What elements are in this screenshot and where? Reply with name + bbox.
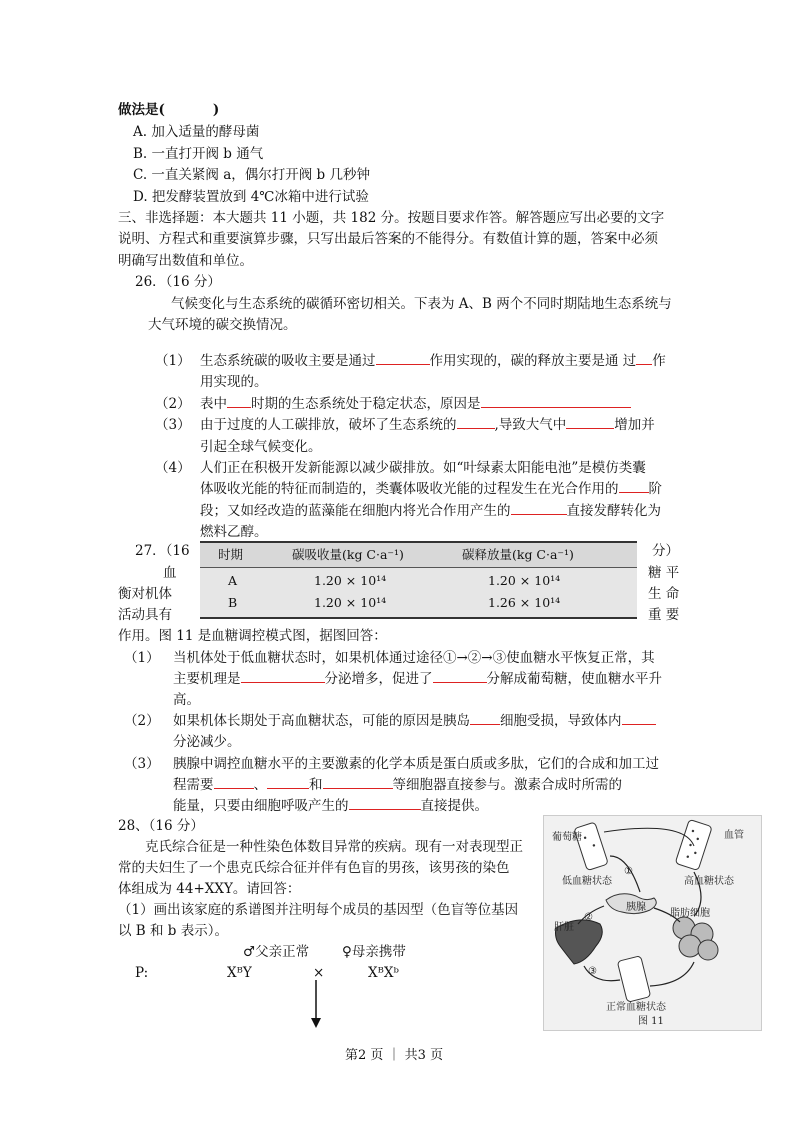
section3-line2: 说明、方程式和重要演算步骤，只写出最后答案的不能得分。有数值计算的题，答案中必须 (118, 231, 658, 247)
page-footer: 第2 页 ｜ 共3 页 (345, 1048, 444, 1063)
answer-blank[interactable] (241, 668, 325, 683)
q26-s3-line1: 由于过度的人工碳排放，破坏了生态系统的 ,导致大气中 增加并 (200, 414, 655, 436)
q26-s4-line2: 体吸收光能的特征而制造的，类囊体吸收光能的过程发生在光合作用的 阶 (200, 478, 662, 500)
q27-num-3: （3） (124, 756, 160, 772)
q26-s2-line: 表中 时期的生态系统处于稳定状态，原因是 (200, 393, 631, 415)
answer-blank[interactable] (323, 774, 393, 789)
q27-header-left: 27．（16 (135, 543, 190, 559)
q28-line2: 常的夫妇生了一个患克氏综合征并伴有色盲的男孩，该男孩的染色 (118, 860, 510, 876)
table-cell: 1.20 × 10¹⁴ (314, 595, 387, 610)
q27-num-2: （2） (124, 713, 160, 729)
q25-stem: 做法是( ) (118, 102, 220, 118)
table-cell: 1.20 × 10¹⁴ (314, 573, 387, 588)
q26-intro-1: 气候变化与生态系统的碳循环密切相关。下表为 A、B 两个不同时期陆地生态系统与 (171, 296, 672, 312)
fig-label-blood-vessel: 血管 (724, 830, 744, 841)
mother-label: ♀母亲携带 (342, 944, 406, 960)
answer-blank[interactable] (214, 774, 254, 789)
figure-11-blood-glucose-diagram (543, 815, 762, 1031)
fig-label-liver: 肝脏 (554, 922, 574, 933)
table-cell: A (228, 573, 238, 588)
q27-s2-line1: 如果机体长期处于高血糖状态，可能的原因是胰岛 细胞受损，导致体内 (173, 710, 656, 732)
q27-s1-line2: 主要机理是 分泌增多，促进了 分解成葡萄糖，使血糖水平升 (173, 668, 662, 690)
section3-line1: 三、非选择题：本大题共 11 小题，共 182 分。按题目要求作答。解答题应写出必要的文字 (118, 210, 665, 226)
carbon-exchange-table (200, 541, 637, 619)
answer-blank[interactable] (511, 500, 567, 515)
fig-label-high-glucose: 高血糖状态 (684, 876, 734, 887)
answer-blank[interactable] (566, 414, 614, 429)
answer-blank[interactable] (457, 414, 495, 429)
q27-s3-line3: 能量，只要由细胞呼吸产生的 直接提供。 (173, 795, 488, 817)
answer-blank[interactable] (622, 710, 656, 725)
q27-text: 活动具有 (118, 607, 172, 623)
fig-label-path-2: ② (584, 912, 593, 923)
fig-label-path-1: ① (624, 866, 633, 877)
figure-caption: 图 11 (638, 1016, 664, 1027)
answer-blank[interactable] (481, 393, 631, 408)
q28-header: 28、（16 分） (118, 818, 204, 834)
q27-s3-line1: 胰腺中调控血糖水平的主要激素的化学本质是蛋白质或多肽，它们的合成和加工过 (173, 756, 659, 772)
table-header-absorb: 碳吸收量(kg C·a⁻¹) (292, 547, 404, 562)
q25-option-b: B. 一直打开阀 b 通气 (133, 146, 264, 162)
answer-blank[interactable] (433, 668, 487, 683)
offspring-arrow (306, 978, 326, 1030)
q27-header-right: 分） (652, 543, 679, 559)
q26-num-4: （4） (155, 460, 191, 476)
q28-line1: 克氏综合征是一种性染色体数目异常的疾病。现有一对表现型正 (145, 839, 523, 855)
fig-label-fat-cells: 脂肪细胞 (670, 908, 710, 919)
table-cell: B (228, 595, 238, 610)
q27-s1-line3: 高。 (173, 692, 200, 708)
q27-s2-line2: 分泌减少。 (173, 734, 241, 750)
q28-line3: 体组成为 44+XXY。请回答： (118, 881, 301, 897)
q26-s4-line1: 人们正在积极开发新能源以减少碳排放。如“叶绿素太阳能电池”是模仿类囊 (200, 460, 646, 476)
q27-s3-line2: 程需要 、 和 等细胞器直接参与。激素合成时所需的 (173, 774, 622, 796)
answer-blank[interactable] (619, 478, 649, 493)
q26-num-1: （1） (155, 353, 191, 369)
section3-line3: 明确写出数值和单位。 (118, 253, 253, 269)
q26-header: 26．（16 分） (135, 274, 221, 290)
q27-s1-line1: 当机体处于低血糖状态时，如果机体通过途径①→②→③使血糖水平恢复正常，其 (173, 650, 655, 666)
answer-blank[interactable] (267, 774, 309, 789)
q27-intro: 作用。图 11 是血糖调控模式图，据图回答： (118, 628, 387, 644)
q26-intro-2: 大气环境的碳交换情况。 (148, 317, 297, 333)
answer-blank[interactable] (636, 350, 652, 365)
q27-text: 衡对机体 (118, 586, 172, 602)
q27-text: 生 命 (648, 586, 680, 602)
q26-s4-line3: 段；又如经改造的蓝藻能在细胞内将光合作用产生的 直接发酵转化为 (200, 500, 661, 522)
parent-generation-label: P: (135, 965, 149, 981)
cross-symbol: × (313, 965, 325, 981)
table-cell: 1.20 × 10¹⁴ (488, 573, 561, 588)
table-header-period: 时期 (218, 547, 244, 562)
table-header-release: 碳释放量(kg C·a⁻¹) (462, 547, 574, 562)
q25-option-a: A. 加入适量的酵母菌 (133, 124, 260, 140)
mother-genotype: XᴮXᵇ (368, 965, 399, 981)
fig-label-normal-glucose: 正常血糖状态 (606, 1002, 666, 1013)
answer-blank[interactable] (349, 795, 421, 810)
fig-label-path-3: ③ (588, 966, 597, 977)
fig-label-glucose: 葡萄糖 (552, 832, 582, 843)
answer-blank[interactable] (470, 710, 500, 725)
q25-option-d: D. 把发酵装置放到 4℃冰箱中进行试验 (133, 189, 369, 205)
fig-label-low-glucose: 低血糖状态 (562, 876, 612, 887)
figure-11-artwork (544, 816, 761, 1030)
father-label: ♂父亲正常 (243, 944, 310, 960)
q26-s4-line4: 燃料乙醇。 (200, 524, 268, 540)
q26-num-3: （3） (155, 417, 191, 433)
answer-blank[interactable] (227, 393, 251, 408)
q28-line4: （1）画出该家庭的系谱图并注明每个成员的基因型（色盲等位基因 (118, 902, 519, 918)
table-cell: 1.26 × 10¹⁴ (488, 595, 561, 610)
q26-s3-line2: 引起全球气候变化。 (200, 439, 322, 455)
q27-text: 糖 平 (648, 565, 680, 581)
q26-num-2: （2） (155, 396, 191, 412)
q26-s1-line2: 用实现的。 (200, 374, 268, 390)
fig-label-pancreas: 胰腺 (626, 902, 646, 913)
q28-line5: 以 B 和 b 表示）。 (118, 923, 228, 939)
q26-s1-line1: 生态系统碳的吸收主要是通过 作用实现的，碳的释放主要是通 过 作 (200, 350, 666, 372)
answer-blank[interactable] (376, 350, 430, 365)
q27-num-1: （1） (124, 650, 160, 666)
q25-option-c: C. 一直关紧阀 a，偶尔打开阀 b 几秒钟 (133, 167, 370, 183)
father-genotype: XᴮY (227, 965, 252, 981)
q27-text: 重 要 (648, 607, 680, 623)
q27-text: 血 (163, 565, 177, 581)
